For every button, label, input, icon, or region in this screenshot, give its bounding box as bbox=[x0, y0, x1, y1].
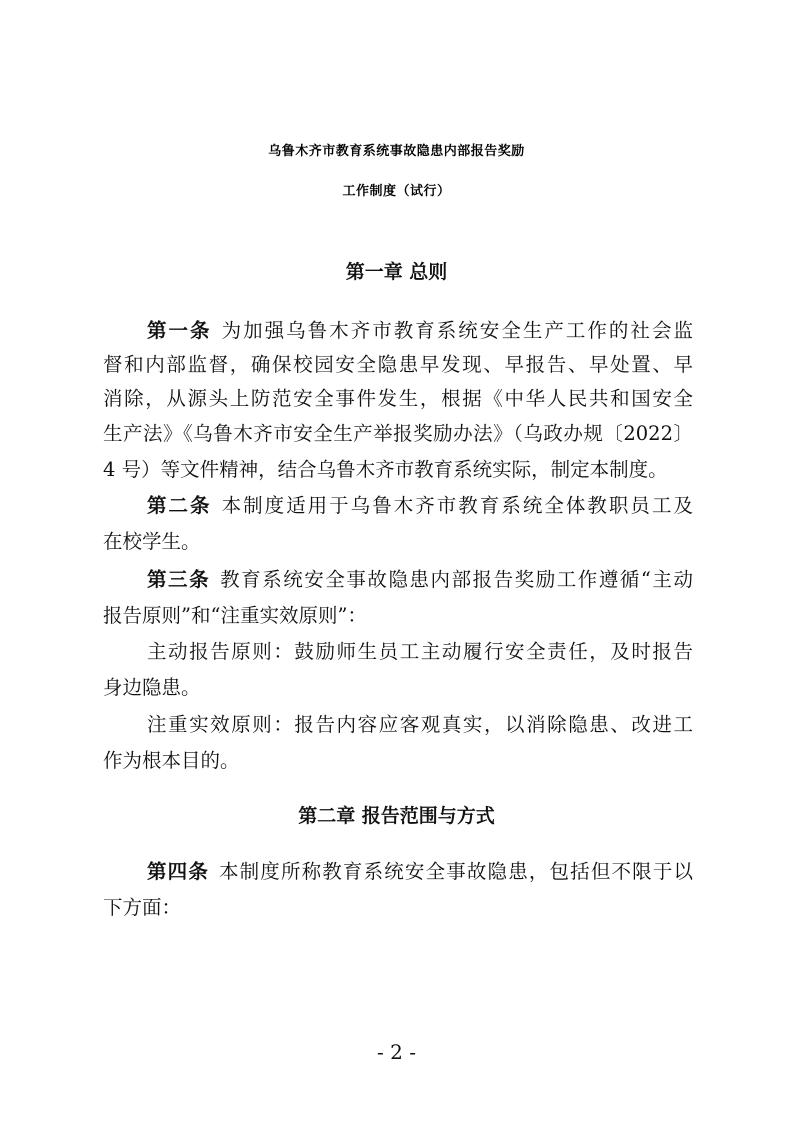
article-2-text-1: 本制度适用于乌鲁木齐市教育系统全体教职员工及 bbox=[221, 494, 693, 517]
article-2-label: 第二条 bbox=[147, 494, 212, 517]
page-number: - 2 - bbox=[377, 1040, 416, 1064]
article-4-text-1: 本制度所称教育系统安全事故隐患，包括但不限于以 bbox=[218, 860, 693, 883]
article-3-line-2: 报告原则”和“注重实效原则”： bbox=[103, 604, 367, 627]
doc-title-line-2: 工作制度（试行） bbox=[342, 184, 451, 199]
article-1-line-1 bbox=[147, 315, 693, 343]
article-4-line-1 bbox=[147, 856, 693, 884]
article-4-line-2: 下方面： bbox=[103, 896, 182, 919]
doc-title-line-1: 乌鲁木齐市教育系统事故隐患内部报告奖励 bbox=[268, 144, 525, 159]
chapter-2-heading: 第二章 报告范围与方式 bbox=[298, 805, 495, 827]
article-1-line-2: 督和内部监督，确保校园安全隐患早发现、早报告、早处置、早 bbox=[103, 353, 693, 376]
article-2-line-1 bbox=[147, 490, 693, 518]
article-3-text-1: 教育系统安全事故隐患内部报告奖励工作遵循“主动 bbox=[220, 568, 693, 591]
article-1-label: 第一条 bbox=[147, 319, 212, 342]
article-3-para-1-line-2: 身边隐患。 bbox=[103, 676, 201, 699]
article-3-label: 第三条 bbox=[147, 568, 211, 591]
article-1-line-5: 4 号）等文件精神，结合乌鲁木齐市教育系统实际，制定本制度。 bbox=[103, 458, 668, 481]
article-1-line-3: 消除，从源头上防范安全事件发生，根据《中华人民共和国安全 bbox=[103, 387, 693, 410]
article-1-line-4: 生产法》《乌鲁木齐市安全生产举报奖励办法》（乌政办规〔2022〕 bbox=[103, 422, 693, 445]
article-2-line-2: 在校学生。 bbox=[103, 530, 201, 553]
article-3-para-1-line-1: 主动报告原则：鼓励师生员工主动履行安全责任，及时报告 bbox=[147, 640, 693, 663]
article-3-para-2-line-1: 注重实效原则：报告内容应客观真实，以消除隐患、改进工 bbox=[147, 713, 693, 736]
article-3-line-1 bbox=[147, 564, 693, 592]
article-4-label: 第四条 bbox=[147, 860, 209, 883]
article-1-text-1: 为加强乌鲁木齐市教育系统安全生产工作的社会监 bbox=[221, 319, 693, 342]
chapter-1-heading: 第一章 总则 bbox=[345, 261, 448, 283]
article-3-para-2-line-2: 作为根本目的。 bbox=[103, 749, 240, 772]
